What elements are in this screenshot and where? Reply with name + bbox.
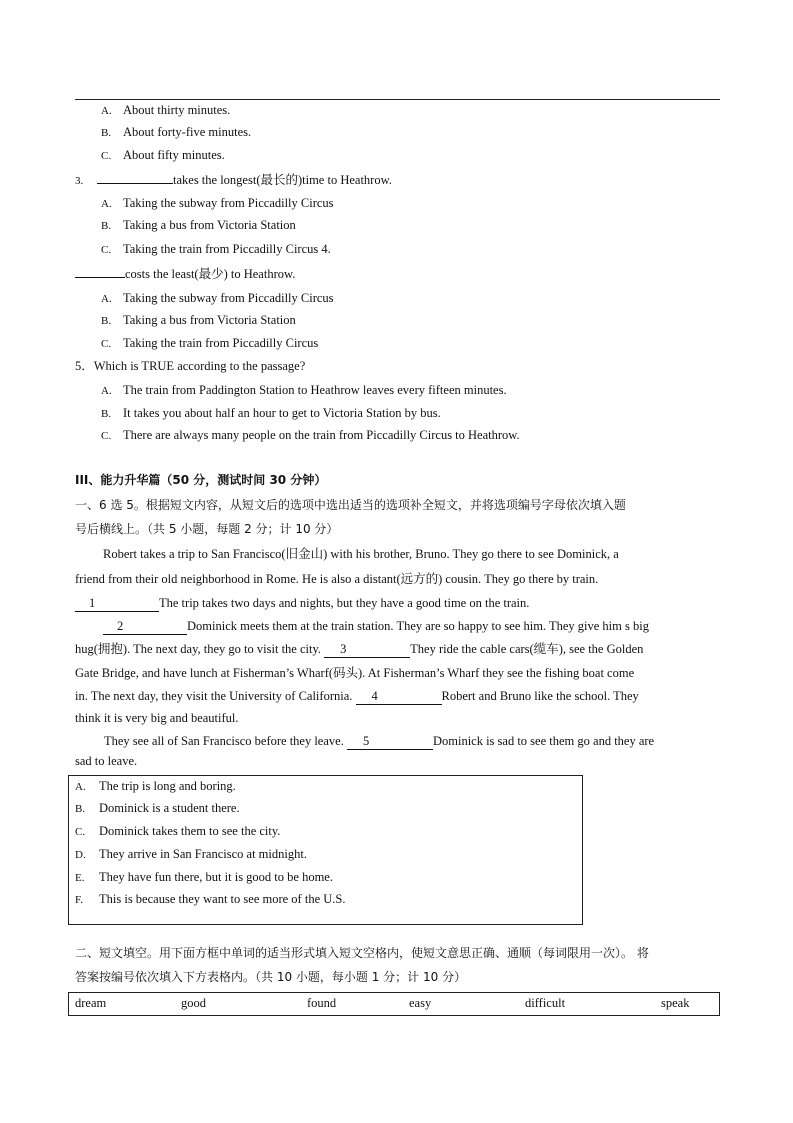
- passage-line: 2 Dominick meets them at the train station. They are so happy to see him. They give him s big: [103, 618, 649, 635]
- passage-blank-3: 3: [324, 641, 410, 658]
- word-bank-item: dream: [75, 996, 107, 1010]
- choice-e: E. They have fun there, but it is good to be home.: [75, 870, 333, 884]
- word-bank-item: difficult: [525, 996, 566, 1010]
- word-bank-item: good: [181, 996, 206, 1010]
- choice-b: B. Dominick is a student there.: [75, 801, 240, 815]
- choices-box: [68, 775, 583, 925]
- passage-line: They see all of San Francisco before they leave. 5 Dominick is sad to see them go and they are: [104, 734, 655, 748]
- passage-blank-1: 1: [75, 595, 159, 612]
- q3-blank: [97, 171, 173, 184]
- word-bank: [68, 992, 720, 1016]
- q3-option-c: C. Taking the train from Piccadilly Circus 4.: [101, 242, 331, 256]
- q4-option-a: A. Taking the subway from Piccadilly Circus: [101, 291, 334, 305]
- word-bank-item: speak: [661, 996, 690, 1010]
- q3-option-a: A. Taking the subway from Piccadilly Circus: [101, 196, 334, 210]
- word-bank-item: easy: [409, 996, 432, 1010]
- section-instructions-line2: 号后横线上。（共 5 小题，每题 2 分；计 10 分）: [75, 522, 339, 536]
- passage-line: Robert takes a trip to San Francisco(旧金山) with his brother, Bruno. They go there to see Dominick, a: [103, 547, 619, 561]
- choice-c: C. Dominick takes them to see the city.: [75, 824, 281, 838]
- q2-option-c: C. About fifty minutes.: [101, 148, 225, 162]
- q4-option-c: C. Taking the train from Piccadilly Circus: [101, 336, 319, 350]
- q3-stem: 3. takes the longest(最长的)time to Heathrow.: [75, 173, 392, 187]
- passage-blank-2: 2: [103, 618, 187, 635]
- q5-option-b: B. It takes you about half an hour to get to Victoria Station by bus.: [101, 406, 441, 420]
- q5-stem: 5．Which is TRUE according to the passage?: [75, 359, 306, 373]
- passage-line: hug(拥抱). The next day, they go to visit the city. 3 They ride the cable cars(缆车), see the Golden: [75, 642, 644, 656]
- choice-d: D. They arrive in San Francisco at midnight.: [75, 847, 307, 861]
- word-bank-item: found: [307, 996, 337, 1010]
- section-heading: III、能力升华篇（50 分，测试时间 30 分钟）: [75, 473, 327, 487]
- passage-line: in. The next day, they visit the University of California. 4 Robert and Bruno like the school. They: [75, 689, 639, 703]
- passage-blank-5: 5: [347, 733, 433, 750]
- q2-option-b: B. About forty-five minutes.: [101, 125, 252, 139]
- q5-option-c: C. There are always many people on the train from Piccadilly Circus to Heathrow.: [101, 428, 520, 442]
- q5-option-a: A. The train from Paddington Station to Heathrow leaves every fifteen minutes.: [101, 383, 507, 397]
- choice-f: F. This is because they want to see more of the U.S.: [75, 892, 346, 906]
- choice-a: A. The trip is long and boring.: [75, 779, 236, 793]
- q2-option-a: A. About thirty minutes.: [101, 103, 231, 117]
- q3-option-b: B. Taking a bus from Victoria Station: [101, 218, 296, 232]
- passage-line: Gate Bridge, and have lunch at Fisherman’s Wharf(码头). At Fisherman’s Wharf they see the fishing boat come: [75, 666, 635, 680]
- passage-line: sad to leave.: [75, 754, 138, 768]
- q4-stem: costs the least(最少) to Heathrow.: [75, 265, 295, 282]
- passage-line: think it is very big and beautiful.: [75, 711, 239, 725]
- section-instructions-line1: 一、6 选 5。根据短文内容，从短文后的选项中选出适当的选项补全短文，并将选项编号字母依次填入题: [75, 498, 626, 512]
- q4-blank: [75, 265, 125, 278]
- passage-blank-4: 4: [356, 688, 442, 705]
- cloze-instructions-line2: 答案按编号依次填入下方表格内。（共 10 小题，每小题 1 分；计 10 分）: [75, 970, 467, 984]
- header-rule: [75, 99, 720, 100]
- cloze-instructions-line1: 二、短文填空。用下面方框中单词的适当形式填入短文空格内，使短文意思正确、通顺（每词限用一次）。 将: [75, 946, 649, 960]
- q4-option-b: B. Taking a bus from Victoria Station: [101, 313, 296, 327]
- passage-line: friend from their old neighborhood in Rome. He is also a distant(远方的) cousin. They go there by train.: [75, 572, 599, 586]
- passage-line: 1 The trip takes two days and nights, but they have a good time on the train.: [75, 595, 529, 612]
